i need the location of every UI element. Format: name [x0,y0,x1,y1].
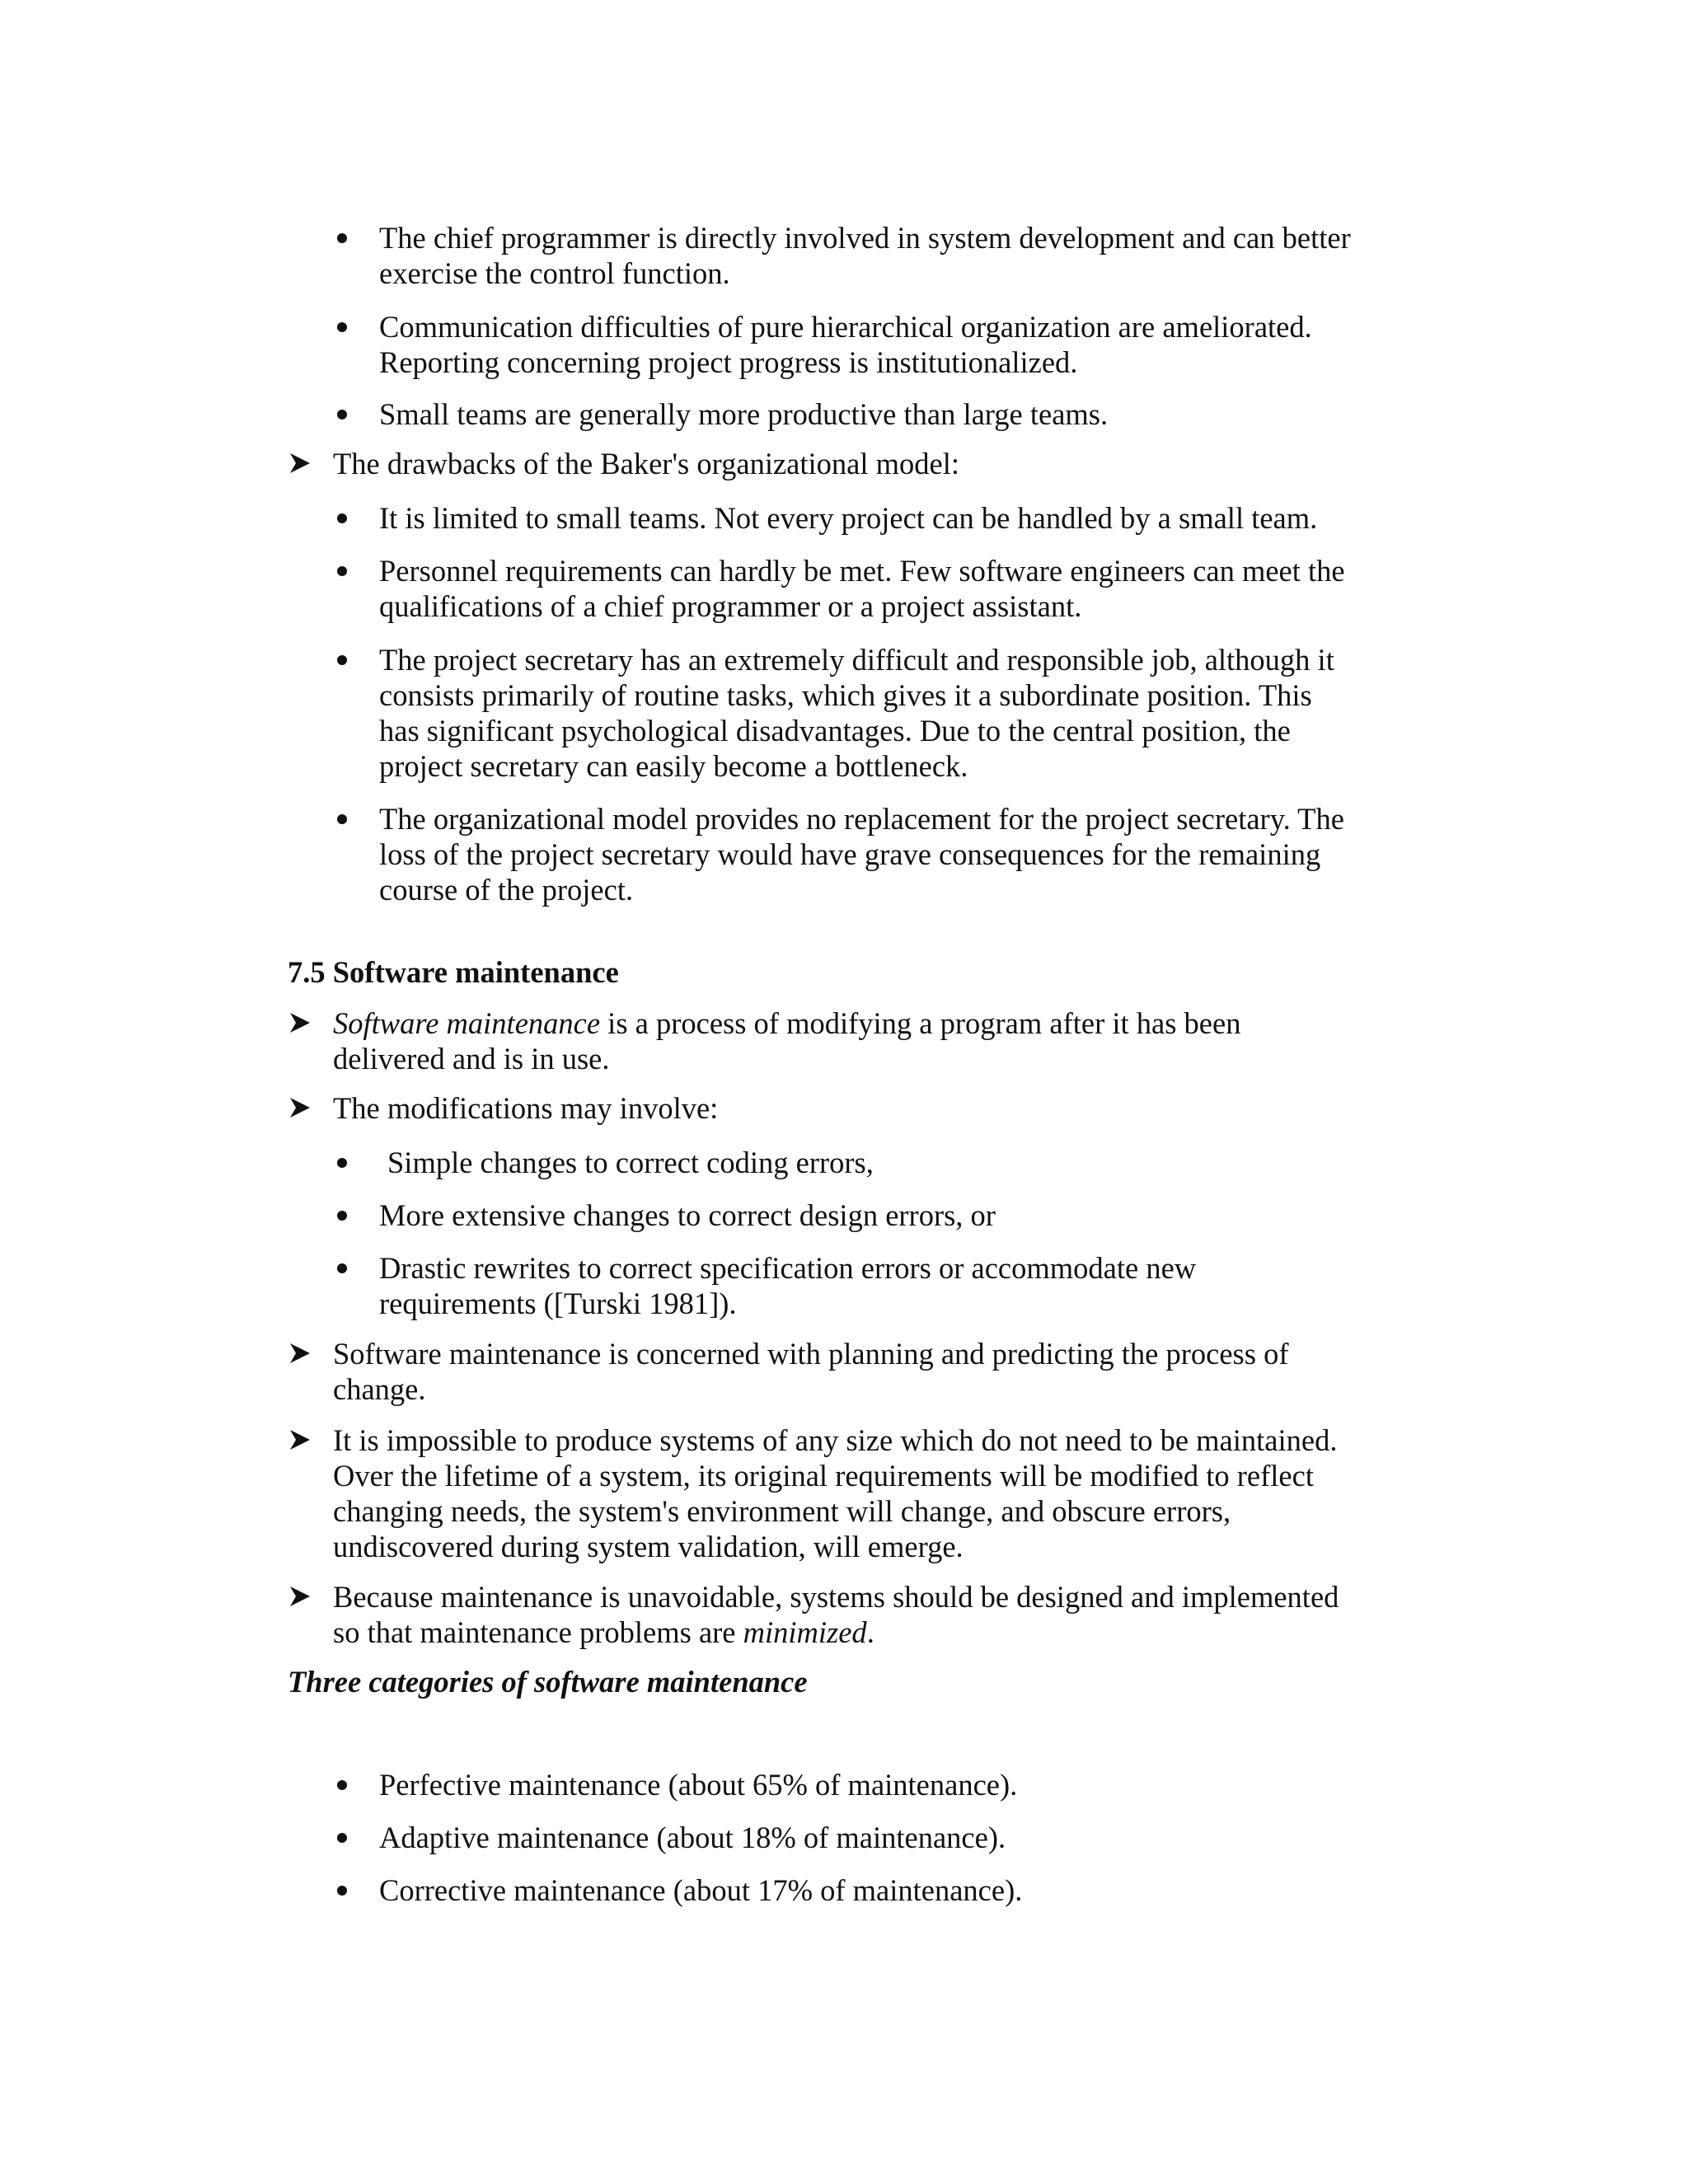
bullet-text: The chief programmer is directly involved in system development and can better [379,221,1351,255]
arrow-item-text: It is impossible to produce systems of any size which do not need to be maintained. [333,1423,1338,1457]
arrow-item-text: Software maintenance is concerned with planning and predicting the process of [333,1337,1289,1371]
arrow-item-text: delivered and is in use. [333,1042,610,1076]
bullet-text: Adaptive maintenance (about 18% of maintenance). [379,1821,1006,1854]
bullet-text: loss of the project secretary would have grave consequences for the remaining [379,837,1321,871]
arrow-bullet-icon [288,452,312,475]
arrow-item-text [333,1005,1240,1041]
arrow-bullet-icon [288,1342,312,1365]
bullet-dot [337,1780,347,1790]
bullet-text: qualifications of a chief programmer or a project assistant. [379,589,1082,623]
arrow-item-text: change. [333,1372,426,1406]
arrow-item-text: undiscovered during system validation, will emerge. [333,1530,964,1563]
arrow-bullet-icon [288,1585,312,1608]
bullet-text: requirements ([Turski 1981]). [379,1286,737,1320]
bullet-dot [337,410,347,419]
bullet-dot [337,1158,347,1168]
arrow-item-text: The modifications may involve: [333,1091,719,1125]
bullet-text: Reporting concerning project progress is institutionalized. [379,345,1078,379]
bullet-text: project secretary can easily become a bottleneck. [379,749,968,783]
bullet-text: consists primarily of routine tasks, which gives it a subordinate position. This [379,678,1312,712]
bullet-text: Drastic rewrites to correct specification errors or accommodate new [379,1251,1197,1285]
arrow-item-text [333,1615,874,1650]
bullet-text: Simple changes to correct coding errors, [387,1146,874,1179]
arrow-bullet-icon [288,1096,312,1119]
bullet-text: Personnel requirements can hardly be met. Few software engineers can meet the [379,554,1345,588]
bullet-dot [337,1886,347,1896]
emphasis-term: Software maintenance [333,1006,601,1040]
bullet-dot [337,233,347,243]
bullet-dot [337,814,347,824]
bullet-text: It is limited to small teams. Not every project can be handled by a small team. [379,501,1318,535]
arrow-bullet-icon [288,1428,312,1451]
arrow-bullet-icon [288,1011,312,1034]
arrow-item-text: Because maintenance is unavoidable, systems should be designed and implemented [333,1580,1339,1614]
bullet-dot [337,1211,347,1221]
arrow-item-text: changing needs, the system's environment will change, and obscure errors, [333,1494,1231,1528]
arrow-item-text: Over the lifetime of a system, its original requirements will be modified to reflect [333,1459,1314,1493]
arrow-item-text: The drawbacks of the Baker's organizational model: [333,447,959,480]
bullet-text: More extensive changes to correct design errors, or [379,1198,996,1232]
bullet-dot [337,513,347,523]
text-run: . [866,1615,874,1649]
bullet-text: Communication difficulties of pure hierarchical organization are ameliorated. [379,310,1312,344]
bullet-dot [337,566,347,576]
text-run: is a process of modifying a program after it has been [600,1006,1241,1040]
bullet-text: Corrective maintenance (about 17% of maintenance). [379,1873,1023,1907]
bullet-text: The project secretary has an extremely difficult and responsible job, although it [379,643,1334,677]
bullet-dot [337,1833,347,1843]
bullet-text: The organizational model provides no replacement for the project secretary. The [379,802,1344,836]
bullet-text: exercise the control function. [379,256,730,290]
bullet-dot [337,1263,347,1273]
bullet-text: course of the project. [379,873,634,907]
bullet-dot [337,322,347,332]
bullet-dot [337,655,347,665]
emphasis-term: minimized [743,1615,867,1649]
bullet-text: Small teams are generally more productive than large teams. [379,397,1109,431]
bullet-text: Perfective maintenance (about 65% of maintenance). [379,1768,1018,1802]
subsection-heading: Three categories of software maintenance [288,1665,808,1699]
section-title: 7.5 Software maintenance [288,955,619,989]
bullet-text: has significant psychological disadvantages. Due to the central position, the [379,714,1291,748]
text-run: so that maintenance problems are [333,1615,743,1649]
